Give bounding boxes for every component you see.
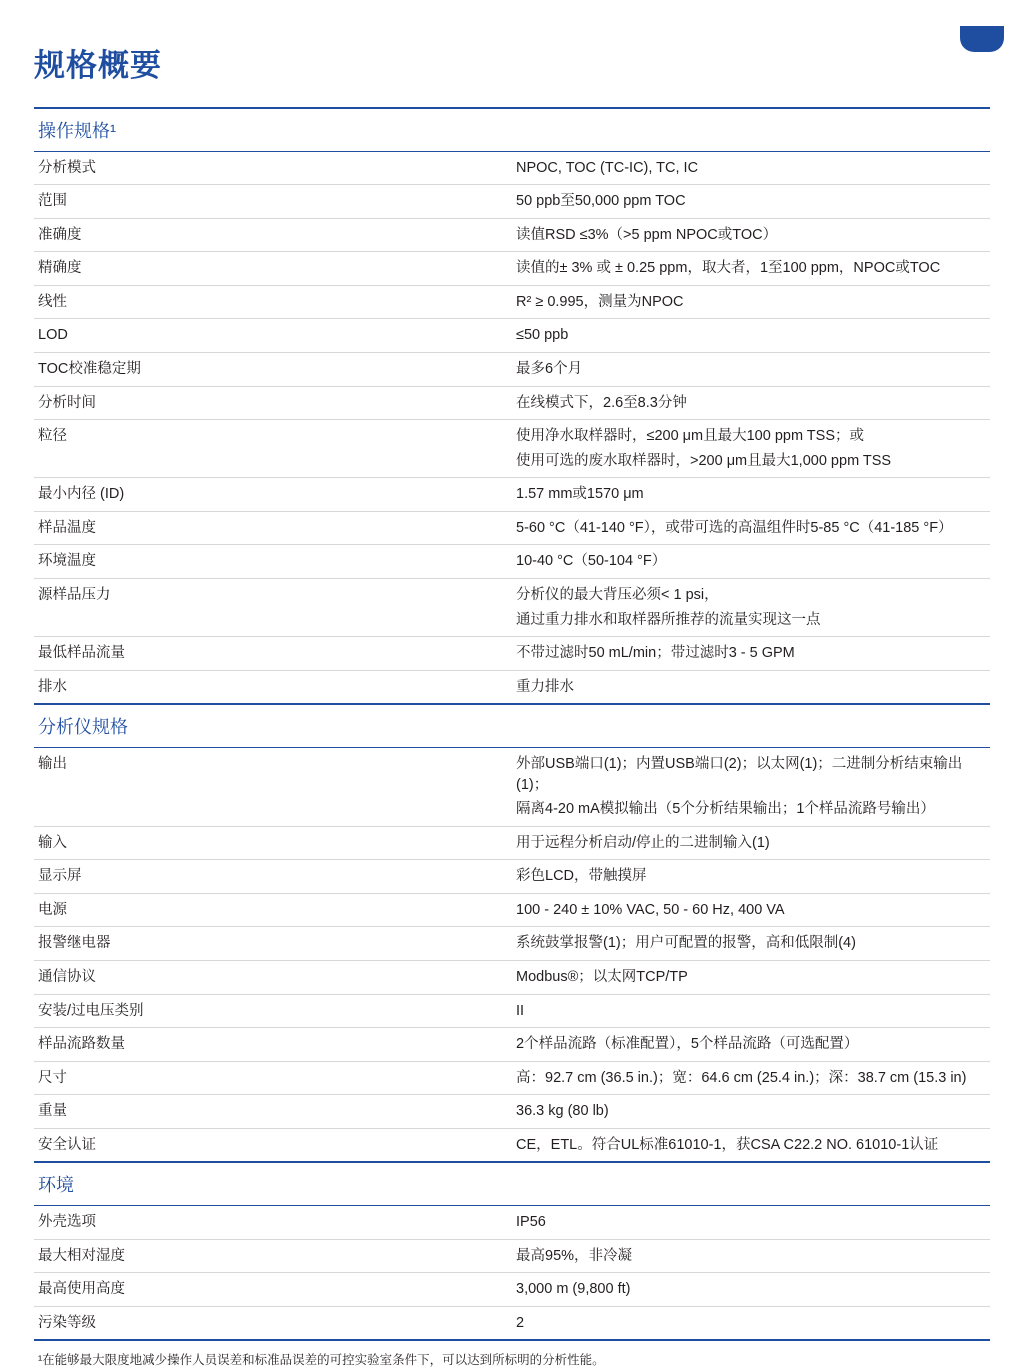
table-row (34, 1128, 990, 1162)
spec-value-line: 最高95%，非冷凝 (516, 1247, 633, 1264)
spec-value (512, 1273, 990, 1307)
spec-label: 尺寸 (38, 1069, 67, 1086)
spec-label: 外壳选项 (38, 1213, 96, 1230)
spec-value (512, 747, 990, 826)
table-row (34, 1273, 990, 1307)
spec-value (512, 826, 990, 860)
section-header-row (34, 1162, 990, 1205)
spec-label: 显示屏 (38, 868, 82, 885)
table-row (34, 1028, 990, 1062)
table-row (34, 826, 990, 860)
table-row (34, 386, 990, 420)
table-row (34, 420, 990, 478)
spec-value (512, 319, 990, 353)
spec-value (512, 994, 990, 1028)
spec-value (512, 1306, 990, 1340)
section-heading: 操作规格¹ (38, 121, 116, 141)
table-row (34, 545, 990, 579)
spec-value-line: CE，ETL。符合UL标准61010-1，获CSA C22.2 NO. 61010-1认证 (516, 1136, 939, 1153)
spec-label: 污染等级 (38, 1314, 96, 1331)
spec-value-line: NPOC, TOC (TC-IC), TC, IC (516, 159, 699, 176)
spec-value-line: 用于远程分析启动/停止的二进制输入(1) (516, 834, 770, 851)
spec-label: 样品流路数量 (38, 1036, 125, 1053)
spec-value (512, 1095, 990, 1129)
table-row (34, 252, 990, 286)
spec-label: 最低样品流量 (38, 645, 125, 662)
spec-value-line: 读值RSD ≤3%（>5 ppm NPOC或TOC） (516, 226, 778, 243)
spec-label: 输入 (38, 834, 67, 851)
spec-label: 报警继电器 (38, 935, 111, 952)
spec-value (512, 670, 990, 704)
spec-value-line: 外部USB端口(1)；内置USB端口(2)；以太网(1)；二进制分析结束输出(1)； (516, 755, 963, 793)
table-row (34, 218, 990, 252)
spec-value-line: 使用可选的废水取样器时，>200 μm且最大1,000 ppm TSS (516, 452, 892, 469)
spec-label: 电源 (38, 901, 67, 918)
spec-value (512, 927, 990, 961)
spec-value-line: 不带过滤时50 mL/min；带过滤时3 - 5 GPM (516, 645, 795, 662)
spec-value (512, 185, 990, 219)
table-row (34, 1205, 990, 1239)
table-row (34, 1239, 990, 1273)
table-row (34, 319, 990, 353)
spec-value-line: 10-40 °C（50-104 °F） (516, 553, 667, 570)
spec-value-line: R² ≥ 0.995，测量为NPOC (516, 293, 684, 310)
spec-label: 环境温度 (38, 553, 96, 570)
section-heading: 环境 (38, 1175, 74, 1196)
spec-value (512, 151, 990, 185)
spec-label: 线性 (38, 293, 67, 310)
table-row (34, 579, 990, 637)
footnote: ¹在能够最大限度地减少操作人员误差和标准品误差的可控实验室条件下，可以达到所标明的分析性能。 (38, 1353, 605, 1368)
table-row (34, 1061, 990, 1095)
spec-label: 分析模式 (38, 159, 96, 176)
spec-label: 样品温度 (38, 519, 96, 536)
spec-label: TOC校准稳定期 (38, 361, 141, 378)
spec-value (512, 353, 990, 387)
table-row (34, 151, 990, 185)
spec-label: 粒径 (38, 428, 67, 445)
spec-value (512, 1061, 990, 1095)
spec-value-line: II (516, 1002, 525, 1019)
spec-summary-page (0, 40, 1026, 1370)
corner-tab-decoration (960, 26, 1004, 52)
section-heading: 分析仪规格 (38, 717, 128, 738)
spec-label: 精确度 (38, 260, 82, 277)
spec-value-line: 隔离4-20 mA模拟输出（5个分析结果输出；1个样品流路号输出） (516, 801, 935, 818)
spec-value (512, 478, 990, 512)
table-row (34, 637, 990, 671)
spec-value-line: 分析仪的最大背压必须< 1 psi， (516, 587, 719, 604)
spec-value-line: Modbus®；以太网TCP/TP (516, 968, 688, 985)
spec-value-line: IP56 (516, 1213, 546, 1230)
spec-value-line: 2个样品流路（标准配置），5个样品流路（可选配置） (516, 1036, 859, 1053)
table-row (34, 478, 990, 512)
spec-value-line: 使用净水取样器时，≤200 μm且最大100 ppm TSS；或 (516, 428, 865, 445)
spec-label: 输出 (38, 755, 67, 772)
spec-value (512, 545, 990, 579)
table-row (34, 960, 990, 994)
spec-value-line: 36.3 kg (80 lb) (516, 1103, 609, 1120)
spec-value-line: 2 (516, 1314, 525, 1331)
spec-value-line: 50 ppb至50,000 ppm TOC (516, 193, 686, 210)
spec-value (512, 511, 990, 545)
spec-label: 重量 (38, 1103, 67, 1120)
spec-label: 源样品压力 (38, 587, 111, 604)
spec-value (512, 285, 990, 319)
specifications-table (34, 107, 990, 1341)
table-row (34, 285, 990, 319)
table-row (34, 994, 990, 1028)
spec-label: 最小内径 (ID) (38, 486, 125, 503)
spec-label: 最大相对湿度 (38, 1247, 125, 1264)
spec-value-line: 通过重力排水和取样器所推荐的流量实现这一点 (516, 611, 821, 628)
table-row (34, 670, 990, 704)
spec-value-line: ≤50 ppb (516, 327, 569, 344)
table-row (34, 1095, 990, 1129)
spec-value (512, 1128, 990, 1162)
section-header-row (34, 704, 990, 747)
spec-value (512, 637, 990, 671)
table-row (34, 185, 990, 219)
spec-value-line: 读值的± 3% 或 ± 0.25 ppm，取大者，1至100 ppm，NPOC或TOC (516, 260, 941, 277)
spec-label: 安全认证 (38, 1136, 96, 1153)
table-row (34, 1306, 990, 1340)
specifications-table-body (34, 108, 990, 1340)
spec-value-line: 系统鼓掌报警(1)；用户可配置的报警，高和低限制(4) (516, 935, 856, 952)
spec-value-line: 最多6个月 (516, 361, 583, 378)
spec-label: 最高使用高度 (38, 1281, 125, 1298)
spec-label: 通信协议 (38, 968, 96, 985)
table-row (34, 747, 990, 826)
table-row (34, 893, 990, 927)
table-row (34, 511, 990, 545)
spec-value-line: 100 - 240 ± 10% VAC, 50 - 60 Hz, 400 VA (516, 901, 785, 918)
table-row (34, 860, 990, 894)
spec-value (512, 252, 990, 286)
spec-value-line: 彩色LCD，带触摸屏 (516, 868, 647, 885)
spec-value (512, 1028, 990, 1062)
spec-value (512, 420, 990, 478)
spec-label: 准确度 (38, 226, 82, 243)
spec-label: 范围 (38, 193, 67, 210)
spec-value (512, 579, 990, 637)
spec-value-line: 高：92.7 cm (36.5 in.)；宽：64.6 cm (25.4 in.)；深：38.7 cm (15.3 in) (516, 1069, 967, 1086)
spec-label: LOD (38, 327, 68, 344)
spec-value-line: 在线模式下，2.6至8.3分钟 (516, 394, 687, 411)
spec-label: 安装/过电压类别 (38, 1002, 144, 1019)
page-title: 规格概要 (34, 48, 162, 83)
spec-value-line: 1.57 mm或1570 μm (516, 486, 644, 503)
spec-label: 分析时间 (38, 394, 96, 411)
spec-value-line: 重力排水 (516, 678, 574, 695)
spec-value (512, 218, 990, 252)
spec-value (512, 960, 990, 994)
spec-label: 排水 (38, 678, 67, 695)
section-header-row (34, 108, 990, 151)
spec-value (512, 386, 990, 420)
spec-value (512, 860, 990, 894)
spec-value (512, 893, 990, 927)
table-row (34, 927, 990, 961)
spec-value-line: 5-60 °C（41-140 °F），或带可选的高温组件时5-85 °C（41-185 °F） (516, 519, 953, 536)
spec-value-line: 3,000 m (9,800 ft) (516, 1281, 631, 1298)
spec-value (512, 1205, 990, 1239)
table-row (34, 353, 990, 387)
spec-value (512, 1239, 990, 1273)
